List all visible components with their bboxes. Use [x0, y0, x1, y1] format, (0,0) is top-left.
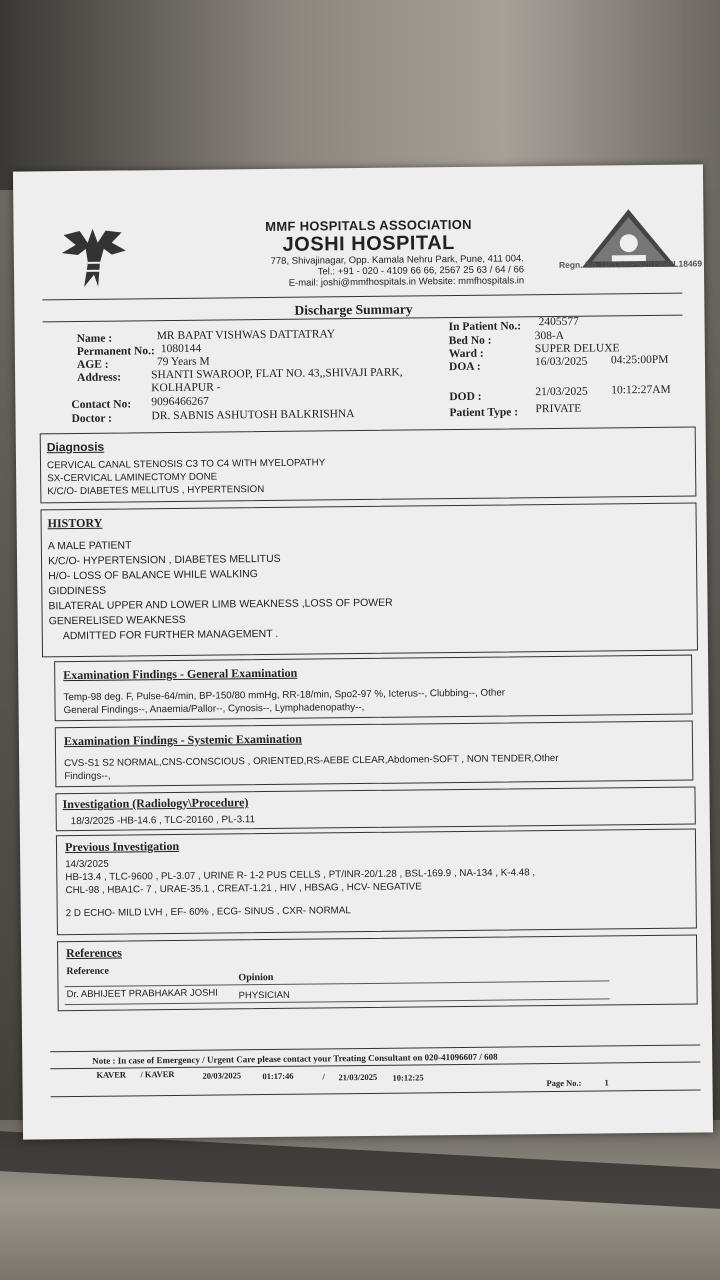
diagnosis-section	[40, 427, 697, 504]
dod-label: DOD :	[449, 390, 482, 404]
ward-label: Ward :	[448, 347, 484, 361]
hospital-phone: Tel.: +91 - 020 - 4109 66 66, 2567 25 63 / 64 / 66	[317, 264, 525, 278]
systemic-exam-section	[55, 721, 694, 788]
created-date: 20/03/2025	[202, 1070, 242, 1081]
footer-separator: /	[322, 1071, 325, 1082]
references-section	[57, 935, 698, 1012]
history-heading: HISTORY	[47, 515, 103, 531]
history-line: GENERELISED WEAKNESS	[48, 613, 186, 628]
general-exam-section	[54, 655, 693, 722]
contact-number: 9096466267	[151, 395, 209, 409]
footer-divider	[51, 1089, 701, 1097]
address-line-1: SHANTI SWAROOP, FLAT NO. 43,,SHIVAJI PARK,	[151, 366, 403, 382]
previous-investigation-section	[56, 829, 697, 936]
printed-by-user: KAVER	[96, 1069, 127, 1080]
references-heading: References	[66, 945, 122, 961]
systemic-exam-line: CVS-S1 S2 NORMAL,CNS-CONSCIOUS , ORIENTED,RS-AEBE CLEAR,Abdomen-SOFT , NON TENDER,Other	[64, 752, 559, 770]
investigation-line: 18/3/2025 -HB-14.6 , TLC-20160 , PL-3.11	[70, 814, 256, 828]
inpatient-number: 2405577	[538, 315, 579, 329]
doa-date: 16/03/2025	[534, 355, 588, 369]
history-line: GIDDINESS	[48, 584, 107, 598]
page-number-label: Page No.:	[546, 1077, 582, 1089]
history-line: K/C/O- HYPERTENSION , DIABETES MELLITUS	[47, 552, 281, 568]
general-exam-line: Temp-98 deg. F, Pulse-64/min, BP-150/80 mmHg, RR-18/min, Spo2-97 %, Icterus--, Clubbing--, Other	[63, 687, 506, 704]
address-line-2: KOLHAPUR -	[151, 381, 221, 395]
printed-by-user-2: / KAVER	[140, 1068, 175, 1080]
general-exam-heading: Examination Findings - General Examination	[63, 665, 298, 683]
systemic-exam-heading: Examination Findings - Systemic Examination	[63, 731, 303, 749]
previous-investigation-line: 14/3/2025	[65, 858, 109, 871]
patient-type-label: Patient Type :	[449, 406, 519, 420]
hospital-name: JOSHI HOSPITAL	[282, 232, 455, 256]
hospital-header	[213, 216, 524, 289]
dod-date: 21/03/2025	[535, 385, 588, 399]
background-floor	[0, 0, 720, 190]
document-title: Discharge Summary	[294, 301, 413, 318]
bed-number: 308-A	[534, 329, 565, 343]
age-label: AGE :	[76, 358, 109, 371]
hospital-logo-icon	[57, 222, 128, 295]
opinion-column-label: Opinion	[238, 971, 274, 984]
contact-label: Contact No:	[71, 398, 132, 412]
discharge-summary-sheet	[13, 164, 713, 1139]
investigation-section	[55, 787, 695, 832]
diagnosis-line: CERVICAL CANAL STENOSIS C3 TO C4 WITH MYELOPATHY	[46, 457, 326, 472]
hospital-address: 778, Shivajinagar, Opp. Kamala Nehru Park, Pune, 411 004.	[270, 253, 524, 267]
hospital-email: E-mail: joshi@mmfhospitals.in Website: mmfhospitals.in	[288, 275, 525, 289]
reference-divider	[64, 980, 609, 987]
bed-label: Bed No :	[448, 334, 492, 348]
association-name: MMF HOSPITALS ASSOCIATION	[265, 216, 472, 234]
ward-name: SUPER DELUXE	[534, 342, 620, 356]
systemic-exam-line: Findings--,	[64, 770, 111, 783]
diagnosis-heading: Diagnosis	[46, 439, 105, 455]
printed-time: 10:12:25	[392, 1072, 424, 1083]
patient-type: PRIVATE	[535, 402, 582, 416]
patient-age: 79 Years M	[156, 355, 210, 369]
previous-investigation-heading: Previous Investigation	[64, 838, 180, 855]
history-line: BILATERAL UPPER AND LOWER LIMB WEAKNESS ,LOSS OF POWER	[48, 596, 393, 613]
doa-time: 04:25:00PM	[610, 353, 669, 367]
reference-name: Dr. ABHIJEET PRABHAKAR JOSHI	[66, 987, 218, 1001]
created-time: 01:17:46	[262, 1070, 294, 1082]
reference-column-label: Reference	[66, 965, 109, 978]
history-section	[40, 502, 698, 657]
previous-investigation-line: HB-13.4 , TLC-9600 , PL-3.07 , URINE R- 1-2 PUS CELLS , PT/INR-20/1.28 , BSL-169.9 , NA-134 , K-4.48 ,	[65, 867, 536, 884]
page-number: 1	[604, 1077, 609, 1088]
doa-label: DOA :	[448, 360, 481, 374]
inpatient-label: In Patient No.:	[448, 320, 522, 334]
doctor-label: Doctor :	[71, 412, 112, 426]
reference-opinion: PHYSICIAN	[238, 989, 290, 1002]
reference-divider	[65, 998, 610, 1005]
history-line: H/O- LOSS OF BALANCE WHILE WALKING	[48, 568, 258, 583]
history-line: A MALE PATIENT	[47, 539, 132, 553]
diagnosis-line: K/C/O- DIABETES MELLITUS , HYPERTENSION	[47, 484, 265, 498]
emergency-note: Note : In case of Emergency / Urgent Care please contact your Treating Consultant on 020-41096607 / 608	[92, 1051, 498, 1066]
footer-divider	[50, 1044, 700, 1052]
printed-date: 21/03/2025	[338, 1071, 378, 1083]
name-label: Name :	[76, 332, 113, 345]
history-line: ADMITTED FOR FURTHER MANAGEMENT .	[62, 627, 279, 643]
permanent-no: 1080144	[160, 342, 202, 356]
address-label: Address:	[77, 371, 122, 384]
dod-time: 10:12:27AM	[611, 383, 671, 397]
previous-investigation-line: CHL-98 , HBA1C- 7 , URAE-35.1 , CREAT-1.21 , HIV , HBSAG , HCV- NEGATIVE	[65, 881, 422, 897]
previous-investigation-line: 2 D ECHO- MILD LVH , EF- 60% , ECG- SINUS , CXR- NORMAL	[65, 905, 351, 920]
general-exam-line: General Findings--, Anaemia/Pallor--, Cynosis--, Lymphadenopathy--,	[63, 701, 365, 717]
doctor-name: DR. SABNIS ASHUTOSH BALKRISHNA	[151, 408, 355, 423]
permanent-no-label: Permanent No.:	[76, 345, 155, 358]
registration-number: Regn. No. U85300PN2019NPL18469	[558, 258, 703, 270]
header-divider	[42, 293, 682, 301]
diagnosis-line: SX-CERVICAL LAMINECTOMY DONE	[47, 471, 218, 485]
investigation-heading: Investigation (Radiology\Procedure)	[62, 795, 249, 812]
patient-name: MR BAPAT VISHWAS DATTATRAY	[156, 328, 336, 343]
